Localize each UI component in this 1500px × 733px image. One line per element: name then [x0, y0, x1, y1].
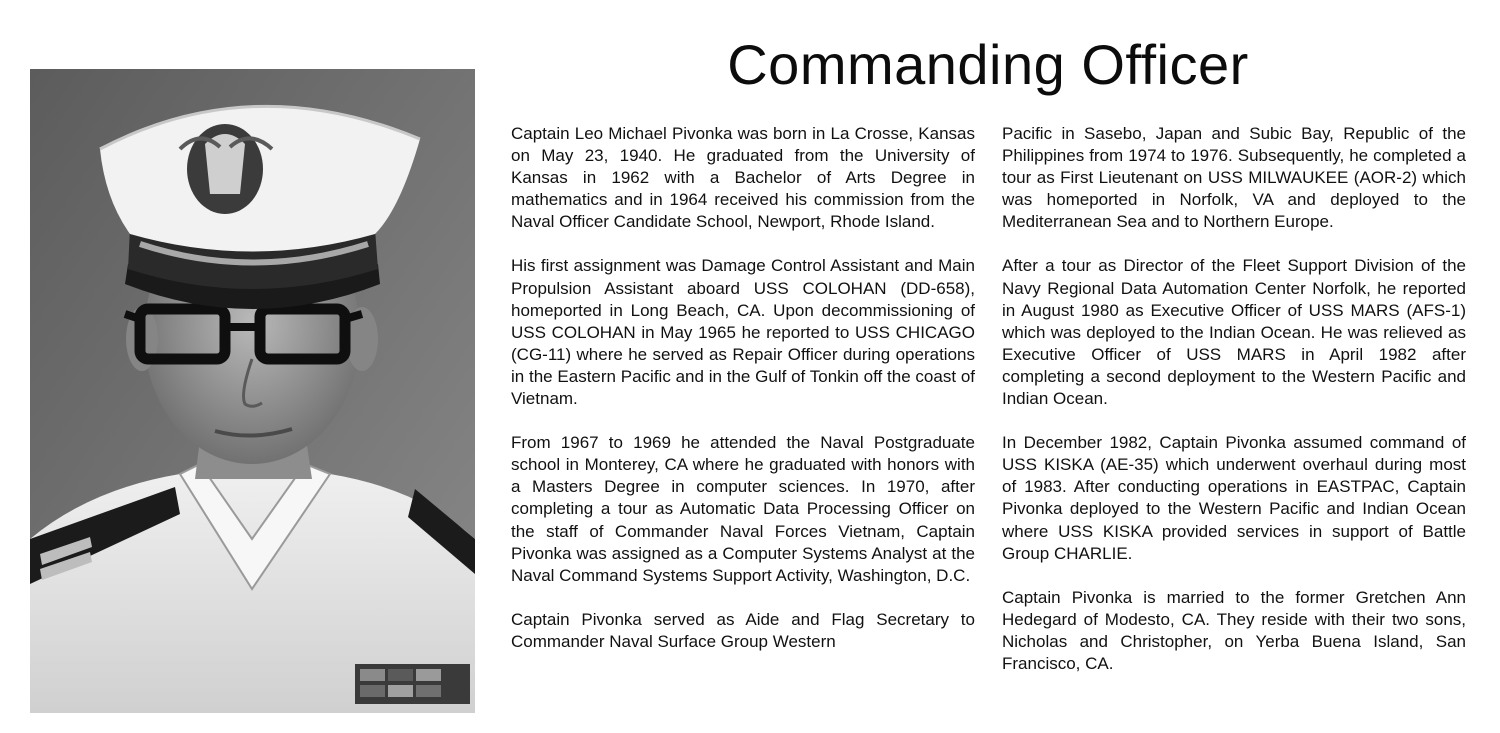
paragraph-first-assignment: His first assignment was Damage Control Assistant and Main Propulsion Assistant aboard USS COLOHAN (DD-658), homeported in Long Beach, CA. Upon decommissioning of USS COLOHAN in May 1965 he reported to USS CHICAGO (CG-11) where he served as Repair Officer during operations in the Eastern Pacific and in the Gulf of Tonkin off the coast of Vietnam.: [511, 256, 975, 409]
paragraph-birth-education: Captain Leo Michael Pivonka was born in La Crosse, Kansas on May 23, 1940. He graduated from the University of Kansas in 1962 with a Bachelor of Arts Degree in mathematics and in 1964 received his commission from the Naval Officer Candidate School, Newport, Rhode Island.: [511, 124, 975, 232]
paragraph-aide-flag-secretary: Captain Pivonka served as Aide and Flag Secretary to Commander Naval Surface Group Western: [511, 609, 975, 651]
paragraph-postgraduate: From 1967 to 1969 he attended the Naval Postgraduate school in Monterey, CA where he graduated with honors with a Masters Degree in computer sciences. In 1970, after completing a tour as Automatic Data Processing Officer on the staff of Commander Naval Forces Vietnam, Captain Pivonka was assigned as a Computer Systems Analyst at the Naval Command Systems Support Activity, Washington, D.C.: [511, 433, 975, 585]
officer-portrait-photo: [30, 69, 475, 713]
left-text-column: [511, 123, 975, 653]
right-text-column: [1002, 123, 1466, 675]
paragraph-executive-officer: After a tour as Director of the Fleet Support Division of the Navy Regional Data Automation Center Norfolk, he reported in August 1980 as Executive Officer of USS MARS (AFS-1) which was deployed to the Indian Ocean. He was relieved as Executive Officer of USS MARS in April 1982 after completing a second deployment to the Western Pacific and Indian Ocean.: [1002, 256, 1466, 409]
page-title: Commanding Officer: [727, 33, 1249, 96]
paragraph-family: Captain Pivonka is married to the former Gretchen Ann Hedegard of Modesto, CA. They reside with their two sons, Nicholas and Christopher, on Yerba Buena Island, San Francisco, CA.: [1002, 587, 1466, 673]
officer-portrait-icon: [30, 69, 475, 713]
paragraph-command-kiska: In December 1982, Captain Pivonka assumed command of USS KISKA (AE-35) which underwent overhaul during most of 1983. After conducting operations in EASTPAC, Captain Pivonka deployed to the Western Pacific and Indian Ocean where USS KISKA provided services in support of Battle Group CHARLIE.: [1002, 433, 1466, 563]
paragraph-western-pacific: Pacific in Sasebo, Japan and Subic Bay, Republic of the Philippines from 1974 to 1976. Subsequently, he completed a tour as First Lieutenant on USS MILWAUKEE (AOR-2) which was homeported in Norfolk, VA and deployed to the Mediterranean Sea and to Northern Europe.: [1002, 124, 1466, 232]
